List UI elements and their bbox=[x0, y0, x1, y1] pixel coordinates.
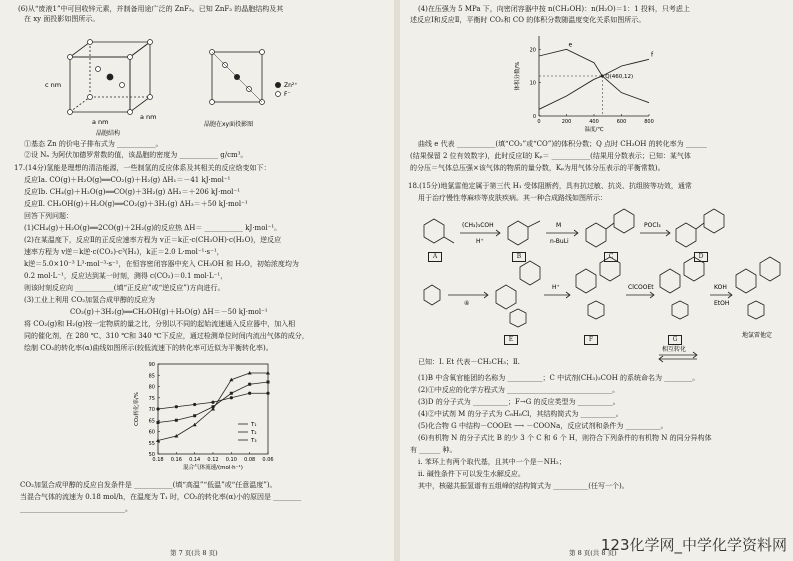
data-point bbox=[175, 419, 178, 422]
legend-label: T₂ bbox=[251, 430, 257, 436]
q-after-3: ______________________________。 bbox=[20, 505, 132, 513]
q18-2: (2)①中反应的化学方程式为 ______________________________。 bbox=[418, 386, 620, 394]
q18-6b: 有 ______ 种。 bbox=[410, 446, 457, 454]
label-e: E bbox=[504, 335, 518, 345]
y-axis-label: CO₂转化率/% bbox=[134, 392, 140, 426]
x-tick-label: 600 bbox=[616, 119, 627, 125]
condition-2: ⅱ. 碱性条件下可以发生水解反应。 bbox=[418, 470, 525, 478]
q18b: 用于治疗慢性荨麻疹等皮肤疾病。其一种合成路线如图所示： bbox=[418, 194, 607, 202]
q6-intro: (6)从“废液1”中可回收锌元素，并制备用途广泛的 ZnF₂。已知 ZnF₂ 的晶胞结构及其 bbox=[18, 5, 284, 13]
y-tick-label: 85 bbox=[148, 373, 155, 380]
dim-c: c nm bbox=[45, 81, 62, 89]
data-point bbox=[230, 392, 233, 395]
data-point bbox=[174, 434, 178, 438]
known-info: 已知：Ⅰ. Et 代表－CH₂CH₃；Ⅱ. bbox=[418, 358, 520, 366]
label-c: C bbox=[604, 252, 618, 262]
q18-1: (1)B 中含氧官能团的名称为 __________；C 中试剂(CH₃)₃COH 的系统命名为 ________。 bbox=[418, 374, 700, 382]
left-page bbox=[0, 0, 390, 561]
y-tick-label: 75 bbox=[148, 395, 155, 402]
reaction-ib: 反应Ⅰb. CH₄(g)＋H₂O(g)══CO(g)＋3H₂(g) ΔH₂＝＋206 kJ·mol⁻¹ bbox=[24, 188, 240, 196]
q6-intro-2: 在 xy 面投影如图所示。 bbox=[24, 15, 100, 23]
q4e: 的分压＝气体总压强×该气体的物质的量分数，Kₚ为用气体分压表示的平衡常数)。 bbox=[410, 164, 665, 172]
x-tick-label: 200 bbox=[561, 119, 572, 125]
reagent-2: M bbox=[556, 222, 562, 229]
y-tick-label: 70 bbox=[148, 407, 155, 413]
legend-f: F⁻ bbox=[284, 91, 291, 98]
right-page bbox=[404, 0, 793, 561]
x-tick-label: 800 bbox=[644, 119, 654, 125]
x-tick-label: 0.18 bbox=[152, 457, 164, 463]
data-point bbox=[211, 401, 214, 404]
q17-2e: 则该时刻反应向 ___________(填“正反应”或“逆反应”)方向进行。 bbox=[24, 284, 225, 292]
label-a: A bbox=[428, 252, 442, 262]
x-tick-label: 0.10 bbox=[225, 457, 237, 463]
crystal-structure-figure bbox=[40, 27, 200, 137]
data-point bbox=[175, 405, 178, 408]
x-tick-label: 400 bbox=[589, 119, 599, 125]
y-tick-label: 55 bbox=[148, 440, 155, 447]
data-point bbox=[156, 407, 159, 410]
reagent-7: KOH bbox=[714, 284, 727, 291]
condition-1: ⅰ. 苯环上有两个取代基，且其中一个是－NH₂； bbox=[418, 458, 566, 466]
projection-caption: 晶胞在xy面投影图 bbox=[204, 121, 254, 128]
legend-label: T₃ bbox=[251, 438, 257, 444]
watermark: 123化学网_中学化学资料网 bbox=[600, 536, 787, 554]
y-tick-label: 60 bbox=[148, 429, 155, 436]
reagent-3: POCl₃ bbox=[644, 222, 661, 229]
dim-a1: a nm bbox=[92, 118, 109, 126]
answer-heading: 回答下列问题： bbox=[24, 212, 73, 220]
label-d: D bbox=[694, 252, 708, 262]
q17-3-equation: CO₂(g)＋3H₂(g)══CH₃OH(g)＋H₂O(g) ΔH＝－50 kJ·mol⁻¹ bbox=[70, 308, 268, 316]
reaction-ii: 反应Ⅱ. CH₃OH(g)＋H₂O(g)══CO₂(g)＋3H₂(g) ΔH₃＝＋50 kJ·mol⁻¹ bbox=[24, 200, 248, 208]
q4a: (4)在压强为 5 MPa 下，向密闭容器中按 n(CH₃OH)：n(H₂O)＝1：1 投料，只考虑上 bbox=[418, 5, 690, 13]
x-tick-label: 0.08 bbox=[244, 457, 256, 463]
q18-3: (3)D 的分子式为 __________；F→G 的反应类型为 __________。 bbox=[418, 398, 620, 406]
y-tick-label: 80 bbox=[148, 384, 155, 391]
reagent-6: ClCOOEt bbox=[628, 284, 654, 291]
y-tick-label: 0 bbox=[532, 114, 536, 120]
x-axis-label: 温度/℃ bbox=[584, 127, 604, 133]
label-f: F bbox=[584, 335, 598, 345]
label-g: G bbox=[668, 335, 682, 345]
q-annotation: Q(460,12) bbox=[605, 74, 634, 80]
dim-a2: a nm bbox=[140, 113, 157, 121]
q17-2b: 速率方程为 v逆＝k逆·c(CO₂)·c³(H₂)，k正＝2.0 L·mol⁻¹·s⁻¹， bbox=[24, 248, 224, 256]
q18-4: (4)②中试剂 M 的分子式为 C₈H₈Cl，其结构简式为 __________。 bbox=[418, 410, 623, 418]
q18-5: (5)化合物 G 中结构－COOEt ⟶ －COONa，反应试剂和条件为 __________。 bbox=[418, 422, 668, 430]
x-tick-label: 0.16 bbox=[170, 457, 182, 463]
y-tick-label: 10 bbox=[529, 80, 536, 87]
y-tick-label: 90 bbox=[148, 362, 155, 368]
q-after-1: CO₂加氢合成甲醇的反应自发条件是 ___________(填“高温”“低温”或“任意温度”)。 bbox=[20, 481, 277, 489]
condition-3: 其中，核磁共振氢谱有五组峰的结构简式为 __________(任写一个)。 bbox=[418, 482, 629, 490]
page-gutter bbox=[394, 0, 400, 561]
q-after-2: 当混合气体的流速为 0.18 mol/h，在温度为 T₁ 时，CO₂的转化率(α)小的原因是 ________ bbox=[20, 493, 302, 501]
q17-2d: 0.2 mol·L⁻¹，反应达到某一时刻，测得 c(CO₂)＝0.1 mol·L⁻¹， bbox=[24, 272, 228, 280]
q4d: (结果保留 2 位有效数字)，此时反应Ⅰ的 Kₚ＝ ___________(结果用分数表示；已知：某气体 bbox=[410, 152, 691, 160]
q4c: 曲线 e 代表 ___________(填“CO₂”或“CO”)的体积分数；Q 点时 CH₃OH 的转化率为 ______ bbox=[418, 140, 707, 148]
synthesis-route bbox=[404, 205, 793, 375]
q17-3a: (3)工业上利用 CO₂加氢合成甲醇的反应为 bbox=[24, 296, 156, 304]
q17-3c: 同的催化剂，在 280 ℃、310 ℃和 340 ℃下反应，通过检测单位时间内流出气体的成分， bbox=[24, 332, 309, 340]
crystal-caption: 晶胞结构 bbox=[96, 130, 121, 137]
y-axis-label: 体积分数/% bbox=[515, 61, 521, 91]
data-point bbox=[193, 414, 196, 417]
x-tick-label: 0.06 bbox=[262, 457, 274, 463]
x-axis-label: 混合气体流速/(mol·h⁻¹) bbox=[183, 465, 243, 471]
q17-3d: 绘制 CO₂的转化率(α)曲线如图所示(较低流速下的转化率可近似为平衡转化率)。 bbox=[24, 344, 273, 352]
reagent-2b: n-BuLi bbox=[550, 238, 569, 245]
data-point bbox=[230, 396, 233, 399]
reagent-5: H⁺ bbox=[552, 284, 560, 291]
series-label: e bbox=[568, 41, 573, 49]
left-page-number: 第 7 页(共 8 页) bbox=[170, 549, 218, 557]
q17-2c: k逆＝5.0×10⁻³ L³·mol⁻³·s⁻¹，在恒容密闭容器中充入 CH₃OH 和 H₂O，初始浓度均为 bbox=[24, 260, 299, 268]
q4b: 述反应Ⅰ和反应Ⅱ，平衡时 CO₂和 CO 的体积分数随温度变化关系如图所示。 bbox=[410, 16, 646, 24]
product-label: 地氯雷他定 bbox=[742, 332, 773, 339]
data-point bbox=[157, 421, 160, 424]
q17-1: (1)CH₄(g)＋H₂O(g)══2CO(g)＋2H₂(g)的反应热 ΔH＝ ___________ kJ·mol⁻¹。 bbox=[24, 224, 282, 232]
x-tick-label: 0 bbox=[537, 119, 541, 125]
legend-zn: Zn²⁺ bbox=[284, 82, 298, 89]
reagent-1b: H⁺ bbox=[476, 238, 484, 245]
q17-head: 17.(14分)氢能是理想的清洁能源，一些制氢的反应体系及其相关的反应焓变如下： bbox=[14, 164, 271, 172]
legend-label: T₁ bbox=[251, 422, 257, 428]
reagent-1: (CH₃)₃COH bbox=[462, 222, 494, 229]
y-tick-label: 65 bbox=[148, 418, 155, 425]
reaction-ia: 反应Ⅰa. CO(g)＋H₂O(g)══CO₂(g)＋H₂(g) ΔH₁＝－41 kJ·mol⁻¹ bbox=[24, 176, 231, 184]
projection-figure bbox=[200, 40, 330, 140]
data-point bbox=[266, 392, 269, 395]
q18-6: (6)有机物 N 的分子式比 B 的少 3 个 C 和 6 个 H，则符合下列条件的有机物 N 的同分异构体 bbox=[418, 434, 712, 442]
reagent-7b: EtOH bbox=[714, 300, 730, 307]
data-point bbox=[267, 381, 270, 384]
q17-2a: (2)在某温度下，反应Ⅱ的正反应速率方程为 v正＝k正·c(CH₃OH)·c(H₂O)，逆反应 bbox=[24, 236, 282, 244]
q6-1: ①基态 Zn 的价电子排布式为 ___________。 bbox=[24, 140, 163, 148]
q6-2: ②设 Nₐ 为阿伏加德罗常数的值，该晶胞的密度为 ___________ g/cm³。 bbox=[24, 151, 248, 159]
volume-fraction-chart bbox=[509, 28, 669, 138]
x-tick-label: 0.12 bbox=[207, 457, 219, 463]
y-tick-label: 50 bbox=[148, 452, 155, 458]
data-point bbox=[248, 392, 251, 395]
known-mid: 相互转化 bbox=[662, 346, 687, 353]
y-tick-label: 20 bbox=[529, 47, 536, 54]
series-label: f bbox=[651, 51, 654, 59]
q-point bbox=[601, 75, 604, 78]
q18a: 18.(15分)地氯雷他定属于第三代 H₁ 受体阻断药，具有抗过敏、抗炎、抗组胺等功效，通常 bbox=[408, 182, 692, 190]
series-curve-f bbox=[539, 59, 649, 109]
reagent-4: ④ bbox=[464, 300, 470, 307]
data-point bbox=[193, 403, 196, 406]
x-tick-label: 0.14 bbox=[189, 457, 201, 463]
co2-conversion-chart bbox=[130, 356, 280, 476]
label-b: B bbox=[512, 252, 526, 262]
right-page-number: 第 8 页(共 8 页) bbox=[569, 549, 617, 557]
q17-3b: 将 CO₂(g)和 H₂(g)按一定物质的量之比，分别以不同的起始流速通入反应器中，加入相 bbox=[24, 320, 296, 328]
data-point bbox=[248, 383, 251, 386]
